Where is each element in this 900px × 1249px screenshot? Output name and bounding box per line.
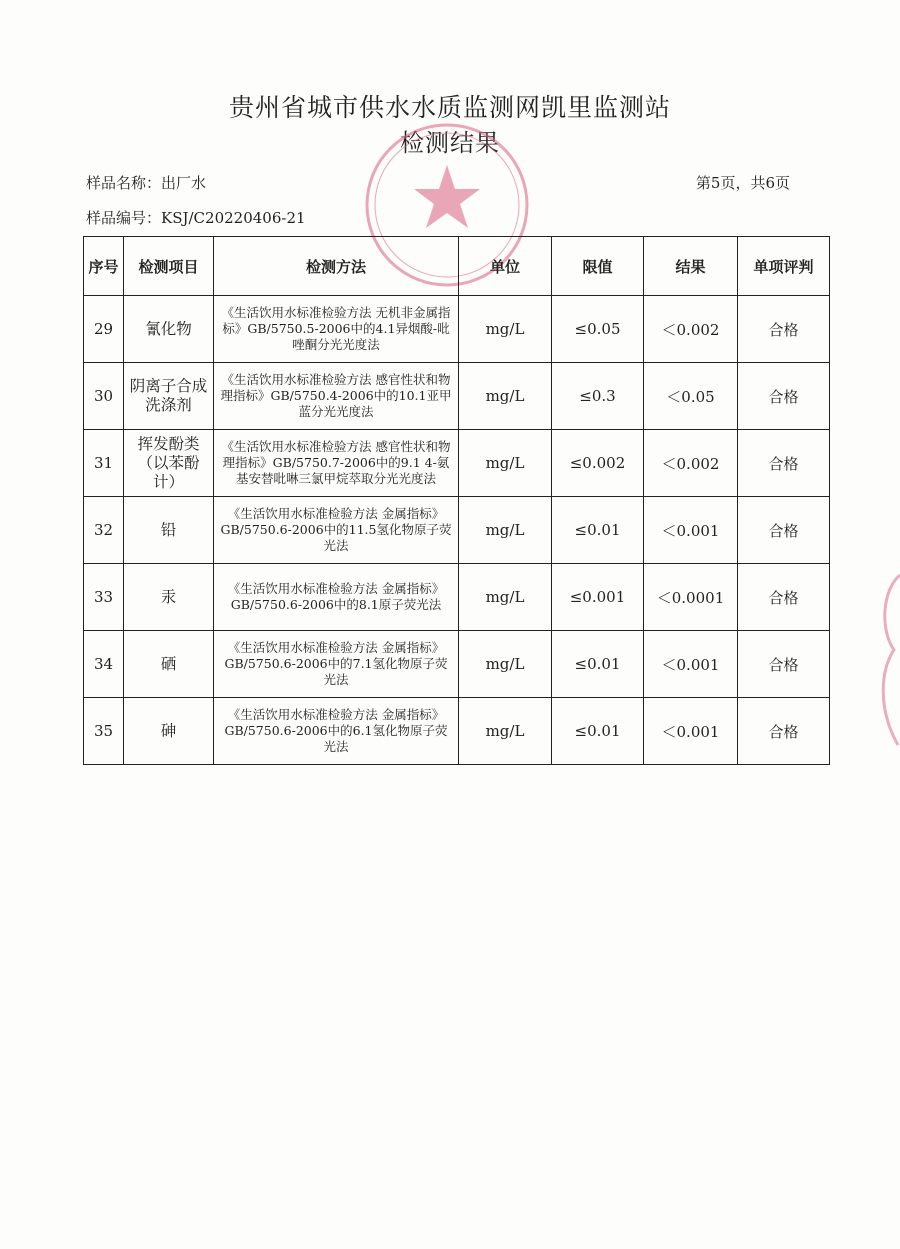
verdict-cell: 合格 (738, 296, 830, 363)
limit-cell: ≤0.01 (552, 631, 644, 698)
test-item-cell: 硒 (124, 631, 214, 698)
test-item-cell: 铅 (124, 497, 214, 564)
test-method-cell: 《生活饮用水标准检验方法 金属指标》GB/5750.6-2006中的8.1原子荧光法 (214, 564, 459, 631)
table-header-row (84, 237, 830, 296)
col-header-result: 结果 (644, 237, 738, 296)
col-header-verdict: 单项评判 (738, 237, 830, 296)
unit-cell: mg/L (459, 698, 552, 765)
test-method-cell: 《生活饮用水标准检验方法 感官性状和物理指标》GB/5750.7-2006中的9.1 4-氨基安替吡啉三氯甲烷萃取分光光度法 (214, 430, 459, 497)
row-no-cell: 31 (84, 430, 124, 497)
verdict-cell: 合格 (738, 631, 830, 698)
result-cell: ＜0.05 (644, 363, 738, 430)
test-method-cell: 《生活饮用水标准检验方法 感官性状和物理指标》GB/5750.4-2006中的10.1亚甲蓝分光光度法 (214, 363, 459, 430)
test-item-cell: 砷 (124, 698, 214, 765)
unit-cell: mg/L (459, 296, 552, 363)
table-row (84, 296, 830, 363)
limit-cell: ≤0.3 (552, 363, 644, 430)
result-cell: ＜0.001 (644, 497, 738, 564)
test-method-cell: 《生活饮用水标准检验方法 金属指标》GB/5750.6-2006中的7.1氢化物原子荧光法 (214, 631, 459, 698)
results-table (83, 236, 830, 765)
verdict-cell: 合格 (738, 363, 830, 430)
verdict-cell: 合格 (738, 497, 830, 564)
table-row (84, 698, 830, 765)
verdict-cell: 合格 (738, 564, 830, 631)
col-header-unit: 单位 (459, 237, 552, 296)
limit-cell: ≤0.001 (552, 564, 644, 631)
unit-cell: mg/L (459, 430, 552, 497)
verdict-cell: 合格 (738, 430, 830, 497)
limit-cell: ≤0.002 (552, 430, 644, 497)
unit-cell: mg/L (459, 363, 552, 430)
table-row (84, 363, 830, 430)
unit-cell: mg/L (459, 631, 552, 698)
test-item-cell: 挥发酚类（以苯酚计） (124, 430, 214, 497)
test-method-cell: 《生活饮用水标准检验方法 无机非金属指标》GB/5750.5-2006中的4.1异烟酸-吡唑酮分光光度法 (214, 296, 459, 363)
result-cell: ＜0.002 (644, 430, 738, 497)
col-header-no: 序号 (84, 237, 124, 296)
page-info: 第5页，共6页 (695, 174, 790, 192)
sample-number: 样品编号：KSJ/C20220406-21 (86, 209, 306, 227)
row-no-cell: 29 (84, 296, 124, 363)
test-item-cell: 氰化物 (124, 296, 214, 363)
col-header-item: 检测项目 (124, 237, 214, 296)
row-no-cell: 32 (84, 497, 124, 564)
result-cell: ＜0.0001 (644, 564, 738, 631)
report-subtitle: 检测结果 (400, 129, 500, 157)
result-cell: ＜0.002 (644, 296, 738, 363)
table-row (84, 631, 830, 698)
report-title: 贵州省城市供水水质监测网凯里监测站 (228, 93, 671, 122)
col-header-method: 检测方法 (214, 237, 459, 296)
test-item-cell: 阴离子合成洗涤剂 (124, 363, 214, 430)
limit-cell: ≤0.05 (552, 296, 644, 363)
result-cell: ＜0.001 (644, 631, 738, 698)
table-row (84, 430, 830, 497)
row-no-cell: 35 (84, 698, 124, 765)
test-method-cell: 《生活饮用水标准检验方法 金属指标》GB/5750.6-2006中的11.5氢化物原子荧光法 (214, 497, 459, 564)
verdict-cell: 合格 (738, 698, 830, 765)
unit-cell: mg/L (459, 497, 552, 564)
sample-name: 样品名称：出厂水 (86, 174, 207, 192)
limit-cell: ≤0.01 (552, 698, 644, 765)
test-item-cell: 汞 (124, 564, 214, 631)
row-no-cell: 33 (84, 564, 124, 631)
row-no-cell: 34 (84, 631, 124, 698)
test-method-cell: 《生活饮用水标准检验方法 金属指标》GB/5750.6-2006中的6.1氢化物原子荧光法 (214, 698, 459, 765)
col-header-limit: 限值 (552, 237, 644, 296)
result-cell: ＜0.001 (644, 698, 738, 765)
page-edge-stamp-icon (872, 570, 900, 750)
row-no-cell: 30 (84, 363, 124, 430)
unit-cell: mg/L (459, 564, 552, 631)
limit-cell: ≤0.01 (552, 497, 644, 564)
table-row (84, 564, 830, 631)
table-row (84, 497, 830, 564)
